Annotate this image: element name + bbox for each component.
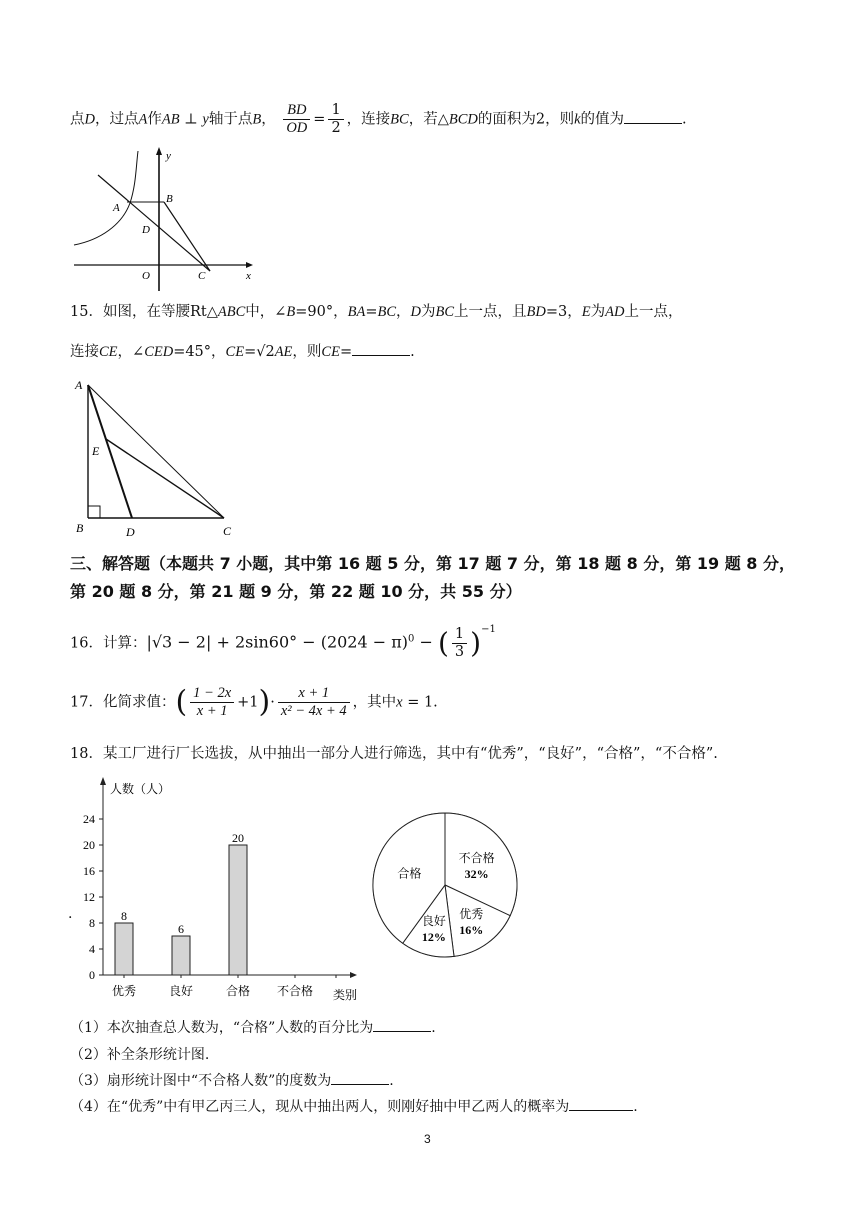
pie-slice-label: 合格 xyxy=(397,866,422,881)
pie-chart xyxy=(365,800,525,980)
pie-slice-percent: 16% xyxy=(459,923,484,938)
y-tick-label: 20 xyxy=(83,838,95,852)
stray-mark: . xyxy=(68,906,73,922)
answer-blank xyxy=(331,1072,389,1085)
label-y: y xyxy=(166,150,171,162)
y-tick-label: 4 xyxy=(89,942,95,956)
section3-heading-line1: 三、解答题（本题共 7 小题，其中第 16 题 5 分，第 17 题 7 分，第 18 题 8 分，第 19 题 8 分， xyxy=(70,554,795,573)
page-number: 3 xyxy=(424,1132,431,1146)
bar-2 xyxy=(172,936,190,975)
pie-slice-percent: 32% xyxy=(464,866,489,881)
pie-slice-label: 不合格 xyxy=(458,850,495,865)
category-label: 良好 xyxy=(168,984,194,998)
label-b: B xyxy=(76,521,84,535)
q18-sub4: （4）在“优秀”中有甲乙丙三人，现从中抽出两人，则刚好抽中甲乙两人的概率为 . xyxy=(70,1099,638,1115)
y-tick-label: 8 xyxy=(89,916,95,930)
category-label: 合格 xyxy=(225,984,251,998)
bar-chart xyxy=(60,775,370,1005)
fraction-half: $\frac{1}{2}$ xyxy=(328,102,343,137)
y-tick-label: 12 xyxy=(83,890,95,904)
bar-3 xyxy=(229,845,247,975)
label-c: C xyxy=(223,524,232,538)
q18-sub3: （3）扇形统计图中“不合格人数”的度数为 . xyxy=(70,1073,394,1089)
label-b: B xyxy=(166,193,173,205)
pie-slice-percent: 12% xyxy=(421,930,446,945)
q14-figure xyxy=(70,145,255,295)
label-x: x xyxy=(246,270,251,282)
category-label: 不合格 xyxy=(276,984,314,998)
q15-line1: 15．如图，在等腰Rt△ABC中，∠B=90°，BA=BC，D为BC上一点，且BD=3，E为AD上一点， xyxy=(70,304,683,320)
fraction-bd-od: $\frac{BD}{OD}$ xyxy=(283,102,310,137)
y-axis-label: 人数（人） xyxy=(110,782,171,796)
q18-sub2: （2）补全条形统计图. xyxy=(70,1047,210,1063)
q15-figure xyxy=(70,375,240,540)
label-e: E xyxy=(92,444,100,458)
q15-line2: 连接CE，∠CED=45°，CE=√2AE，则CE= . xyxy=(70,344,415,360)
answer-blank xyxy=(624,111,682,124)
q18-intro: 18．某工厂进行厂长选拔，从中抽出一部分人进行筛选，其中有“优秀”，“良好”，“合格”，“不合格”. xyxy=(70,746,718,762)
y-tick-label: 24 xyxy=(83,812,95,826)
answer-blank xyxy=(352,343,410,356)
bar-1 xyxy=(115,923,133,975)
pie-slice-label: 优秀 xyxy=(459,907,484,922)
q18-sub1: （1）本次抽查总人数为，“合格”人数的百分比为 . xyxy=(70,1020,436,1036)
bar-value-label: 8 xyxy=(121,909,127,923)
label-o: O xyxy=(142,270,150,282)
category-label: 优秀 xyxy=(111,984,137,998)
x-axis-label: 类别 xyxy=(333,988,358,1002)
bar-value-label: 20 xyxy=(232,831,244,845)
q14-text: 点D，过点A作AB ⊥ y轴于点B， $\frac{BD}{OD}$ = $\frac{1}{2}$ ，连接BC，若△BCD的面积为2，则k的值为 . xyxy=(70,102,687,136)
y-tick-label: 0 xyxy=(89,968,95,982)
y-tick-label: 16 xyxy=(83,864,95,878)
label-d: D xyxy=(126,525,135,539)
answer-blank xyxy=(569,1098,633,1111)
q16: 16．计算：$|√3 - 2| + 2\sin 60^\circ - (2024 - \pi)^0$ − ( $\frac{1}{3}$ )$^{-1}$ xyxy=(70,623,496,660)
label-c: C xyxy=(198,270,206,282)
q17: 17．化简求值：( $\frac{1 - 2x}{x + 1}$ +1)· $\frac{x + 1}{\text{x² − 4x + 4}}$ ，其中x = 1. xyxy=(70,684,438,720)
label-d: D xyxy=(142,224,150,236)
bar-value-label: 6 xyxy=(178,922,184,936)
pie-slice-label: 良好 xyxy=(421,914,446,929)
answer-blank xyxy=(373,1019,431,1032)
label-a: A xyxy=(113,202,120,214)
section3-heading-line2: 第 20 题 8 分，第 21 题 9 分，第 22 题 10 分，共 55 分） xyxy=(70,582,522,601)
label-a: A xyxy=(75,378,83,392)
